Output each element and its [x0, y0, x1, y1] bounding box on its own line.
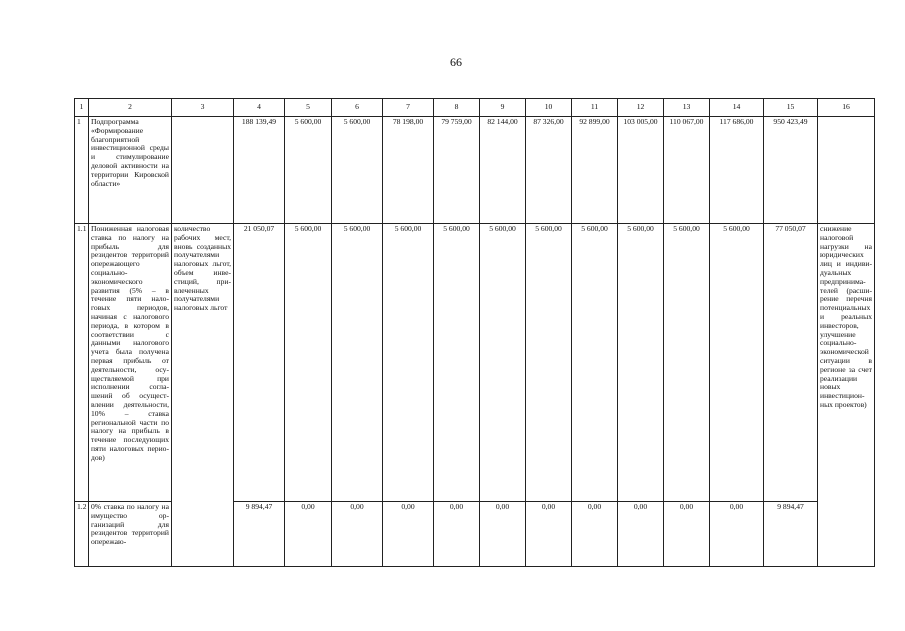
header-cell: 6	[332, 99, 383, 117]
value-cell: 0,00	[664, 502, 710, 567]
value-cell: 82 144,00	[480, 117, 526, 224]
row-number: 1.2	[75, 502, 89, 567]
value-cell: 0,00	[480, 502, 526, 567]
indicator	[172, 117, 234, 224]
value-cell: 79 759,00	[434, 117, 480, 224]
header-cell: 16	[818, 99, 875, 117]
header-cell: 9	[480, 99, 526, 117]
row-number: 1	[75, 117, 89, 224]
header-cell: 7	[383, 99, 434, 117]
value-cell: 0,00	[572, 502, 618, 567]
value-cell: 5 600,00	[710, 224, 764, 502]
value-cell: 5 600,00	[285, 117, 332, 224]
table-row	[75, 117, 875, 224]
value-cell: 5 600,00	[480, 224, 526, 502]
result-cell: снижение налоговой нагрузки на юридических лиц и индивидуальных предпринимателей (расширение перечня потенциальных и реальных инвесторов, улучшение социально-экономической ситуации в регионе за счет реализации новых инвестиционных проектов)	[818, 224, 875, 567]
header-cell: 14	[710, 99, 764, 117]
value-cell: 5 600,00	[572, 224, 618, 502]
value-cell: 103 005,00	[618, 117, 664, 224]
benefit-name: 0% ставка по налогу на имущество организаций для резидентов территорий опережаю-	[89, 502, 172, 567]
value-cell: 110 067,00	[664, 117, 710, 224]
value-cell: 5 600,00	[664, 224, 710, 502]
value-cell: 0,00	[618, 502, 664, 567]
value-cell: 0,00	[285, 502, 332, 567]
value-cell: 87 326,00	[526, 117, 572, 224]
benefit-name: Пониженная налоговая ставка по налогу на прибыль для резидентов территорий опережающего социально-экономического развития (5% – в течение пяти налоговых периодов, начиная с налогового периода, в котором в соответствии с данными налогового учета была получена первая прибыль от деятельности, осуществляемой при исполнении соглашений об осуществлении деятельности, 10% – ставка региональной части по налогу на прибыль в течение последующих пяти налоговых периодов)	[89, 224, 172, 502]
value-cell: 21 050,07	[234, 224, 285, 502]
table-row	[75, 224, 875, 502]
header-cell: 2	[89, 99, 172, 117]
value-cell: 9 894,47	[234, 502, 285, 567]
value-cell: 188 139,49	[234, 117, 285, 224]
benefit-name: Подпрограмма «Формирование благоприятной инвестиционной среды и стимулирование деловой активности на территории Кировской области»	[89, 117, 172, 224]
row-number: 1.1	[75, 224, 89, 502]
header-cell: 1	[75, 99, 89, 117]
header-cell: 4	[234, 99, 285, 117]
page-number: 66	[450, 55, 462, 69]
total-cell: 77 050,07	[764, 224, 818, 502]
header-cell: 8	[434, 99, 480, 117]
value-cell: 0,00	[434, 502, 480, 567]
header-cell: 5	[285, 99, 332, 117]
value-cell: 5 600,00	[526, 224, 572, 502]
header-cell: 3	[172, 99, 234, 117]
value-cell: 5 600,00	[332, 224, 383, 502]
header-cell: 10	[526, 99, 572, 117]
header-cell: 11	[572, 99, 618, 117]
value-cell: 92 899,00	[572, 117, 618, 224]
value-cell: 5 600,00	[618, 224, 664, 502]
header-cell: 13	[664, 99, 710, 117]
value-cell: 5 600,00	[332, 117, 383, 224]
value-cell: 0,00	[332, 502, 383, 567]
header-cell: 15	[764, 99, 818, 117]
value-cell: 117 686,00	[710, 117, 764, 224]
value-cell: 5 600,00	[383, 224, 434, 502]
value-cell: 0,00	[526, 502, 572, 567]
header-cell: 12	[618, 99, 664, 117]
value-cell: 5 600,00	[285, 224, 332, 502]
header-row	[75, 99, 875, 117]
value-cell: 0,00	[710, 502, 764, 567]
value-cell: 0,00	[383, 502, 434, 567]
total-cell: 950 423,49	[764, 117, 818, 224]
indicator: количество рабочих мест, вновь созданных получателями налоговых льгот, объем инвестиций, привлеченных получателями налоговых льгот	[172, 224, 234, 567]
result-cell	[818, 117, 875, 224]
total-cell: 9 894,47	[764, 502, 818, 567]
value-cell: 5 600,00	[434, 224, 480, 502]
value-cell: 78 198,00	[383, 117, 434, 224]
tax-benefits-table	[74, 98, 875, 567]
